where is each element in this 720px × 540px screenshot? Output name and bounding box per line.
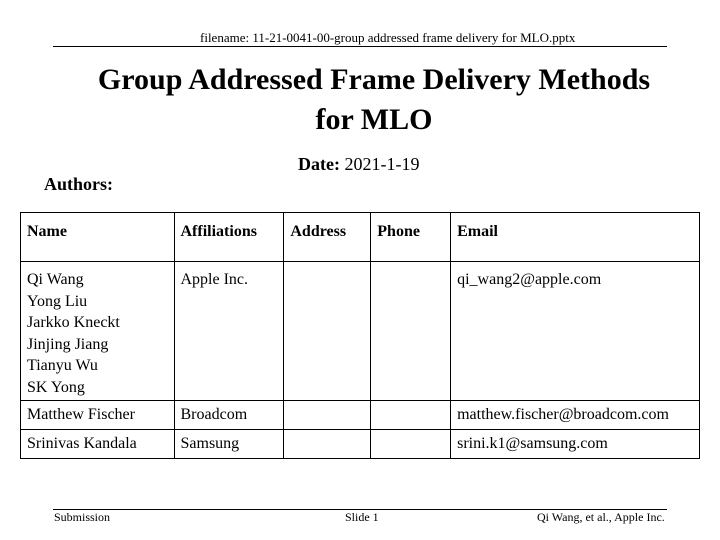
cell-address: [284, 401, 371, 430]
filename-value: 11-21-0041-00-group addressed frame delivery for MLO.pptx: [252, 30, 576, 45]
cell-phone: [371, 262, 451, 401]
footer-slide-number: Slide 1: [345, 510, 379, 524]
header-affiliations: Affiliations: [174, 213, 284, 262]
title-line-1: Group Addressed Frame Delivery Methods: [97, 63, 651, 96]
cell-email: srini.k1@samsung.com: [451, 430, 700, 459]
cell-email: matthew.fischer@broadcom.com: [451, 401, 700, 430]
table-header-row: [21, 213, 700, 262]
header-name: Name: [21, 213, 175, 262]
date-line: [298, 153, 419, 175]
table-row: [21, 430, 700, 459]
cell-address: [284, 430, 371, 459]
author-name: Srinivas Kandala: [27, 435, 137, 452]
cell-phone: [371, 401, 451, 430]
header-divider: [53, 46, 667, 47]
table-row: [21, 401, 700, 430]
author-name: SK Yong: [27, 378, 85, 396]
author-name: Matthew Fischer: [27, 406, 135, 423]
cell-names: [21, 401, 175, 430]
cell-affiliation: Samsung: [174, 430, 284, 459]
date-label: Date:: [298, 154, 340, 174]
author-name: Tianyu Wu: [27, 357, 98, 374]
author-name: Qi Wang: [27, 271, 84, 288]
header-phone: Phone: [371, 213, 451, 262]
authors-table: [20, 212, 700, 459]
table-row: [21, 262, 700, 401]
header-address: Address: [284, 213, 371, 262]
author-name: Jinjing Jiang: [27, 335, 109, 353]
date-value: 2021-1-19: [344, 154, 420, 174]
footer-authors: Qi Wang, et al., Apple Inc.: [537, 510, 665, 524]
author-name: Yong Liu: [27, 292, 88, 310]
filename-label: filename:: [200, 30, 250, 45]
slide-title: [40, 60, 708, 140]
cell-affiliation: Apple Inc.: [174, 262, 284, 401]
cell-phone: [371, 430, 451, 459]
cell-names: [21, 430, 175, 459]
footer-submission: Submission: [54, 510, 111, 524]
author-name: Jarkko Kneckt: [27, 314, 120, 331]
cell-address: [284, 262, 371, 401]
header-filename: [200, 30, 670, 46]
header-email: Email: [451, 213, 700, 262]
title-line-2: for MLO: [315, 103, 433, 136]
cell-affiliation: Broadcom: [174, 401, 284, 430]
cell-email: qi_wang2@apple.com: [451, 262, 700, 401]
cell-names: [21, 262, 175, 401]
authors-heading: Authors:: [44, 174, 114, 194]
